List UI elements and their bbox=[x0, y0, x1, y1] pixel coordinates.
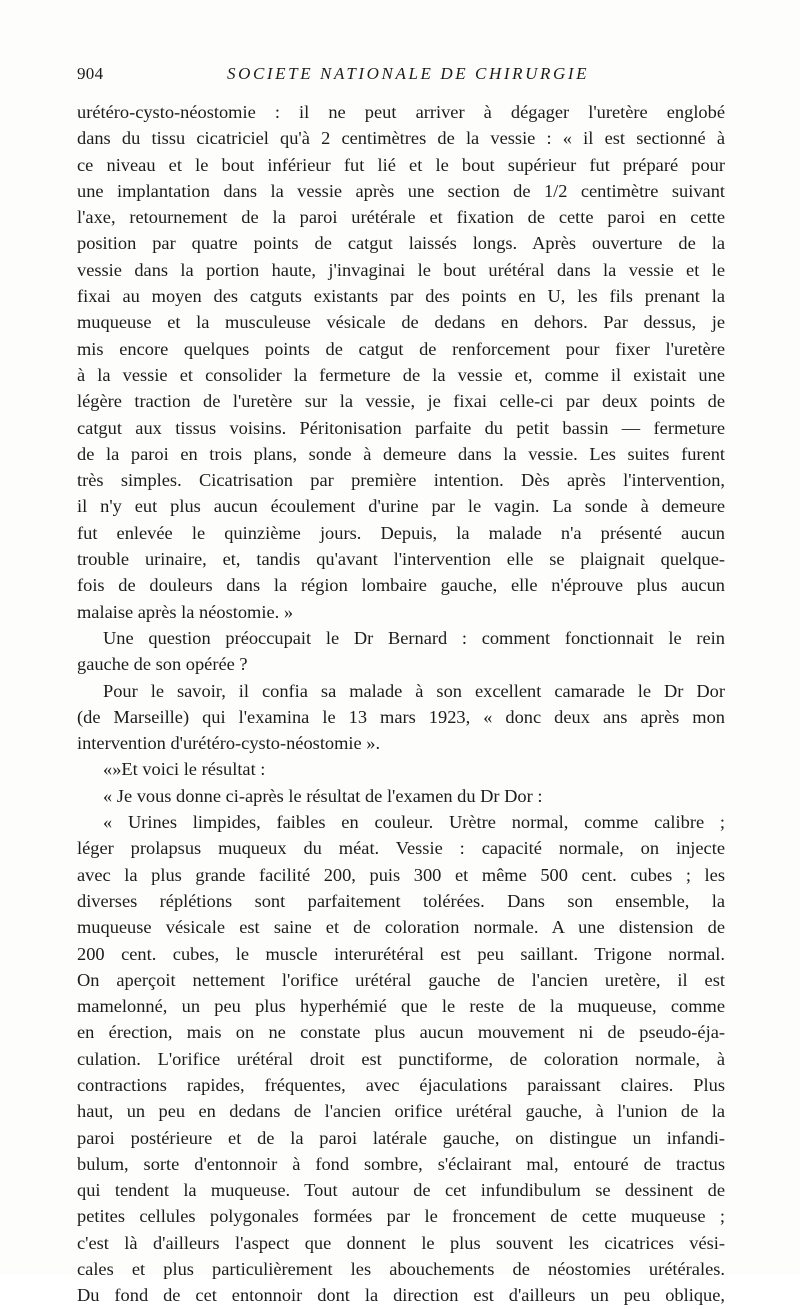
text-line: « Je vous donne ci-après le résultat de l'examen du Dr Dor : bbox=[103, 785, 543, 806]
text-line: 200 cent. cubes, le muscle interurétéral est peu saillant. Trigone normal. bbox=[77, 943, 725, 964]
text-line: intervention d'urétéro-cysto-néostomie ». bbox=[77, 733, 381, 754]
text-line: urétéro-cysto-néostomie : il ne peut arriver à dégager l'uretère englobé bbox=[77, 102, 725, 122]
text-line: il n'y eut plus aucun écoulement d'urine par le vagin. La sonde à demeure bbox=[77, 496, 725, 517]
text-line: haut, un peu en dedans de l'ancien orifice urétéral gauche, à l'union de la bbox=[77, 1101, 725, 1122]
text-line: très simples. Cicatrisation par première intention. Dès après l'intervention, bbox=[77, 470, 725, 491]
text-line: mamelonné, un peu plus hyperhémié que le reste de la muqueuse, comme bbox=[77, 996, 725, 1017]
text-line: vessie dans la portion haute, j'invaginai le bout urétéral dans la vessie et le bbox=[77, 259, 725, 280]
text-line: muqueuse vésicale est saine et de coloration normale. A une distension de bbox=[77, 917, 725, 938]
text-line: une implantation dans la vessie après une section de 1/2 centimètre suivant bbox=[77, 180, 725, 201]
text-line: dans du tissu cicatriciel qu'à 2 centimètres de la vessie : « il est sectionné à bbox=[77, 128, 725, 149]
text-line: muqueuse et la musculeuse vésicale de dedans en dehors. Par dessus, je bbox=[77, 312, 725, 333]
text-line: c'est là d'ailleurs l'aspect que donnent le plus souvent les cicatrices vési- bbox=[77, 1232, 725, 1253]
text-line: bulum, sorte d'entonnoir à fond sombre, s'éclairant mal, entouré de tractus bbox=[77, 1153, 725, 1174]
text-line: contractions rapides, fréquentes, avec éjaculations paraissant claires. Plus bbox=[77, 1074, 725, 1095]
running-header bbox=[77, 64, 725, 88]
text-line: malaise après la néostomie. » bbox=[77, 601, 294, 622]
text-line: diverses réplétions sont parfaitement tolérées. Dans son ensemble, la bbox=[77, 890, 725, 911]
text-line: position par quatre points de catgut laissés longs. Après ouverture de la bbox=[77, 233, 725, 254]
text-line: ce niveau et le bout inférieur fut lié et le bout supérieur fut préparé pour bbox=[77, 154, 725, 175]
text-line: fixai au moyen des catguts existants par des points en U, les fils prenant la bbox=[77, 286, 725, 307]
text-line: petites cellules polygonales formées par le froncement de cette muqueuse ; bbox=[77, 1206, 725, 1227]
text-line: catgut aux tissus voisins. Péritonisation parfaite du petit bassin — fermeture bbox=[77, 417, 725, 438]
text-line: On aperçoit nettement l'orifice urétéral gauche de l'ancien uretère, il est bbox=[77, 969, 725, 990]
page-number: 904 bbox=[77, 64, 104, 83]
body-text bbox=[77, 99, 725, 1309]
text-line: à la vessie et consolider la fermeture de la vessie et, comme il existait une bbox=[77, 364, 725, 385]
text-line: avec la plus grande facilité 200, puis 300 et même 500 cent. cubes ; les bbox=[77, 864, 725, 885]
text-line: «»Et voici le résultat : bbox=[103, 759, 266, 780]
text-line: Une question préoccupait le Dr Bernard : comment fonctionnait le rein bbox=[103, 627, 725, 648]
text-line: l'axe, retournement de la paroi urétérale et fixation de cette paroi en cette bbox=[77, 207, 725, 228]
text-line: légère traction de l'uretère sur la vessie, je fixai celle-ci par deux points de bbox=[77, 391, 725, 412]
text-line: Du fond de cet entonnoir dont la direction est d'ailleurs un peu oblique, bbox=[77, 1285, 725, 1306]
text-line: paroi postérieure et de la paroi latérale gauche, on distingue un infandi- bbox=[77, 1127, 725, 1148]
text-line: qui tendent la muqueuse. Tout autour de cet infundibulum se dessinent de bbox=[77, 1180, 725, 1201]
text-line: de la paroi en trois plans, sonde à demeure dans la vessie. Les suites furent bbox=[77, 443, 725, 464]
text-line: mis encore quelques points de catgut de renforcement pour fixer l'uretère bbox=[77, 338, 725, 359]
text-line: (de Marseille) qui l'examina le 13 mars 1923, « donc deux ans après mon bbox=[77, 706, 725, 727]
text-line: gauche de son opérée ? bbox=[77, 654, 248, 675]
text-line: trouble urinaire, et, tandis qu'avant l'intervention elle se plaignait quelque- bbox=[77, 549, 725, 570]
text-line: fois de douleurs dans la région lombaire gauche, elle n'éprouve plus aucun bbox=[77, 575, 725, 596]
text-line: Pour le savoir, il confia sa malade à son excellent camarade le Dr Dor bbox=[103, 680, 725, 701]
text-line: cales et plus particulièrement les abouchements de néostomies urétérales. bbox=[77, 1259, 725, 1280]
text-line: en érection, mais on ne constate plus aucun mouvement ni de pseudo-éja- bbox=[77, 1022, 725, 1043]
text-line: culation. L'orifice urétéral droit est punctiforme, de coloration normale, à bbox=[77, 1048, 725, 1069]
text-line: fut enlevée le quinzième jours. Depuis, la malade n'a présenté aucun bbox=[77, 522, 725, 543]
journal-title: SOCIETE NATIONALE DE CHIRURGIE bbox=[227, 64, 590, 83]
text-line: « Urines limpides, faibles en couleur. Urètre normal, comme calibre ; bbox=[103, 812, 725, 833]
text-line: léger prolapsus muqueux du méat. Vessie : capacité normale, on injecte bbox=[77, 838, 725, 859]
